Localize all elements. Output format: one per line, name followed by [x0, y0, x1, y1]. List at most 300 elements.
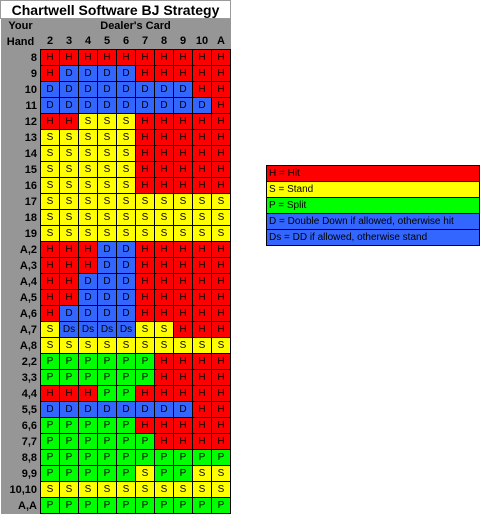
- action-cell: H: [136, 50, 155, 66]
- table-row: [1, 210, 231, 226]
- action-cell: P: [98, 386, 117, 402]
- action-cell: H: [41, 114, 60, 130]
- action-cell: D: [117, 274, 136, 290]
- action-cell: P: [155, 450, 174, 466]
- action-cell: P: [174, 498, 193, 514]
- action-cell: H: [174, 386, 193, 402]
- hand-label-cell: 17: [1, 194, 41, 210]
- action-cell: D: [136, 98, 155, 114]
- action-cell: S: [212, 210, 231, 226]
- action-cell: H: [174, 130, 193, 146]
- action-cell: D: [117, 98, 136, 114]
- action-cell: H: [174, 50, 193, 66]
- legend-label: Ds = DD if allowed, otherwise stand: [267, 230, 480, 246]
- action-cell: S: [98, 210, 117, 226]
- table-row: [1, 258, 231, 274]
- action-cell: P: [79, 466, 98, 482]
- legend-label: P = Split: [267, 198, 480, 214]
- action-cell: H: [79, 258, 98, 274]
- table-row: [1, 338, 231, 354]
- hand-label-cell: 10,10: [1, 482, 41, 498]
- action-cell: D: [79, 290, 98, 306]
- hand-label-cell: 15: [1, 162, 41, 178]
- strategy-body: [1, 50, 231, 514]
- dealer-card-header: 9: [174, 34, 193, 50]
- action-cell: H: [41, 66, 60, 82]
- action-cell: H: [117, 50, 136, 66]
- table-row: [1, 418, 231, 434]
- table-row: [1, 434, 231, 450]
- action-cell: H: [41, 258, 60, 274]
- hand-label-cell: 3,3: [1, 370, 41, 386]
- action-cell: D: [60, 98, 79, 114]
- action-cell: P: [60, 498, 79, 514]
- action-cell: P: [98, 466, 117, 482]
- action-cell: S: [174, 210, 193, 226]
- action-cell: S: [193, 226, 212, 242]
- table-row: [1, 130, 231, 146]
- action-cell: S: [98, 482, 117, 498]
- action-cell: P: [41, 418, 60, 434]
- hand-label-cell: 12: [1, 114, 41, 130]
- action-cell: D: [117, 306, 136, 322]
- action-cell: S: [212, 194, 231, 210]
- action-cell: H: [136, 306, 155, 322]
- action-cell: P: [117, 466, 136, 482]
- action-cell: H: [60, 290, 79, 306]
- action-cell: H: [193, 370, 212, 386]
- action-cell: S: [79, 194, 98, 210]
- legend-label: D = Double Down if allowed, otherwise hit: [267, 214, 480, 230]
- action-cell: P: [136, 498, 155, 514]
- action-cell: H: [212, 50, 231, 66]
- table-row: [1, 146, 231, 162]
- action-cell: D: [41, 98, 60, 114]
- action-cell: H: [98, 50, 117, 66]
- action-cell: H: [212, 290, 231, 306]
- action-cell: H: [212, 146, 231, 162]
- action-cell: S: [41, 322, 60, 338]
- action-cell: S: [79, 482, 98, 498]
- hand-label-cell: 4,4: [1, 386, 41, 402]
- action-cell: H: [136, 162, 155, 178]
- table-row: [1, 482, 231, 498]
- action-cell: S: [41, 226, 60, 242]
- action-cell: H: [193, 386, 212, 402]
- action-cell: D: [79, 98, 98, 114]
- action-cell: S: [41, 210, 60, 226]
- action-cell: H: [155, 354, 174, 370]
- action-cell: P: [41, 434, 60, 450]
- action-cell: H: [41, 50, 60, 66]
- legend-item: [267, 166, 480, 182]
- action-cell: H: [193, 66, 212, 82]
- action-cell: P: [136, 354, 155, 370]
- action-cell: D: [155, 402, 174, 418]
- action-cell: H: [193, 354, 212, 370]
- action-cell: H: [193, 114, 212, 130]
- action-cell: S: [98, 338, 117, 354]
- action-cell: D: [98, 66, 117, 82]
- action-cell: P: [98, 354, 117, 370]
- action-cell: H: [136, 130, 155, 146]
- action-cell: H: [155, 50, 174, 66]
- action-cell: S: [117, 338, 136, 354]
- action-cell: S: [155, 338, 174, 354]
- action-cell: H: [174, 274, 193, 290]
- action-cell: P: [79, 450, 98, 466]
- action-cell: S: [136, 466, 155, 482]
- action-cell: D: [98, 306, 117, 322]
- action-cell: H: [41, 290, 60, 306]
- table-row: [1, 290, 231, 306]
- hand-label-cell: 9: [1, 66, 41, 82]
- hand-label-cell: A,4: [1, 274, 41, 290]
- action-cell: P: [60, 370, 79, 386]
- hand-label: Hand: [1, 34, 41, 50]
- table-row: [1, 386, 231, 402]
- action-cell: D: [79, 66, 98, 82]
- hand-label-cell: 10: [1, 82, 41, 98]
- action-cell: H: [60, 50, 79, 66]
- action-cell: H: [79, 242, 98, 258]
- action-cell: S: [60, 194, 79, 210]
- action-cell: P: [212, 498, 231, 514]
- action-cell: H: [212, 418, 231, 434]
- action-cell: S: [60, 482, 79, 498]
- table-row: [1, 242, 231, 258]
- dealer-card-header: 10: [193, 34, 212, 50]
- action-cell: P: [41, 370, 60, 386]
- action-cell: H: [212, 66, 231, 82]
- action-cell: H: [60, 114, 79, 130]
- action-cell: D: [117, 402, 136, 418]
- action-cell: H: [193, 290, 212, 306]
- action-cell: Ds: [79, 322, 98, 338]
- table-row: [1, 450, 231, 466]
- action-cell: H: [193, 82, 212, 98]
- action-cell: P: [41, 450, 60, 466]
- dealer-card-header: 6: [117, 34, 136, 50]
- action-cell: P: [117, 450, 136, 466]
- action-cell: P: [60, 354, 79, 370]
- action-cell: S: [60, 178, 79, 194]
- action-cell: S: [117, 146, 136, 162]
- action-cell: D: [79, 274, 98, 290]
- action-cell: H: [174, 434, 193, 450]
- action-cell: H: [212, 306, 231, 322]
- action-cell: S: [60, 210, 79, 226]
- action-cell: P: [79, 434, 98, 450]
- action-cell: H: [155, 242, 174, 258]
- action-cell: D: [98, 258, 117, 274]
- action-cell: P: [98, 434, 117, 450]
- action-cell: H: [193, 402, 212, 418]
- action-cell: D: [117, 258, 136, 274]
- action-cell: H: [212, 114, 231, 130]
- legend: [266, 165, 480, 246]
- action-cell: H: [155, 306, 174, 322]
- action-cell: D: [117, 290, 136, 306]
- hand-label-cell: 6,6: [1, 418, 41, 434]
- action-cell: H: [41, 242, 60, 258]
- dealer-card-header: 3: [60, 34, 79, 50]
- action-cell: S: [79, 162, 98, 178]
- hand-label-cell: A,5: [1, 290, 41, 306]
- action-cell: S: [60, 130, 79, 146]
- action-cell: S: [174, 226, 193, 242]
- hand-label-cell: 13: [1, 130, 41, 146]
- action-cell: H: [212, 354, 231, 370]
- action-cell: S: [117, 482, 136, 498]
- your-label: Your: [1, 19, 41, 34]
- action-cell: D: [117, 242, 136, 258]
- action-cell: S: [79, 210, 98, 226]
- action-cell: S: [136, 482, 155, 498]
- action-cell: S: [41, 162, 60, 178]
- action-cell: S: [117, 162, 136, 178]
- action-cell: H: [136, 290, 155, 306]
- table-row: [1, 226, 231, 242]
- action-cell: H: [212, 242, 231, 258]
- action-cell: H: [174, 354, 193, 370]
- table-row: [1, 370, 231, 386]
- action-cell: S: [136, 226, 155, 242]
- action-cell: S: [155, 482, 174, 498]
- action-cell: H: [136, 178, 155, 194]
- action-cell: P: [212, 450, 231, 466]
- action-cell: H: [174, 290, 193, 306]
- action-cell: H: [212, 178, 231, 194]
- action-cell: S: [98, 178, 117, 194]
- action-cell: H: [193, 434, 212, 450]
- action-cell: S: [136, 210, 155, 226]
- action-cell: H: [41, 386, 60, 402]
- action-cell: D: [41, 402, 60, 418]
- action-cell: H: [174, 322, 193, 338]
- table-row: [1, 402, 231, 418]
- action-cell: H: [60, 258, 79, 274]
- action-cell: S: [60, 146, 79, 162]
- action-cell: H: [174, 66, 193, 82]
- action-cell: S: [136, 338, 155, 354]
- action-cell: H: [193, 50, 212, 66]
- action-cell: H: [193, 162, 212, 178]
- action-cell: P: [79, 354, 98, 370]
- table-row: [1, 306, 231, 322]
- action-cell: S: [117, 130, 136, 146]
- action-cell: H: [136, 242, 155, 258]
- action-cell: H: [212, 82, 231, 98]
- action-cell: H: [136, 418, 155, 434]
- action-cell: H: [41, 306, 60, 322]
- legend-item: [267, 198, 480, 214]
- table-row: [1, 274, 231, 290]
- action-cell: P: [79, 370, 98, 386]
- action-cell: S: [174, 338, 193, 354]
- hand-label-cell: 11: [1, 98, 41, 114]
- action-cell: H: [212, 370, 231, 386]
- action-cell: S: [79, 178, 98, 194]
- action-cell: S: [155, 226, 174, 242]
- action-cell: S: [117, 210, 136, 226]
- action-cell: D: [155, 82, 174, 98]
- action-cell: H: [174, 306, 193, 322]
- action-cell: S: [79, 146, 98, 162]
- hand-label-cell: A,2: [1, 242, 41, 258]
- action-cell: P: [41, 354, 60, 370]
- dealer-card-header: 2: [41, 34, 60, 50]
- action-cell: H: [212, 98, 231, 114]
- action-cell: H: [212, 274, 231, 290]
- action-cell: H: [212, 386, 231, 402]
- action-cell: S: [117, 226, 136, 242]
- action-cell: P: [136, 450, 155, 466]
- action-cell: H: [155, 66, 174, 82]
- action-cell: P: [193, 450, 212, 466]
- action-cell: S: [41, 338, 60, 354]
- table-row: [1, 466, 231, 482]
- action-cell: H: [174, 258, 193, 274]
- action-cell: D: [174, 98, 193, 114]
- action-cell: H: [60, 242, 79, 258]
- action-cell: S: [98, 194, 117, 210]
- table-row: [1, 82, 231, 98]
- action-cell: P: [117, 434, 136, 450]
- hand-label-cell: A,A: [1, 498, 41, 514]
- action-cell: H: [60, 386, 79, 402]
- action-cell: P: [136, 370, 155, 386]
- dealer-card-header: A: [212, 34, 231, 50]
- action-cell: P: [98, 370, 117, 386]
- action-cell: H: [193, 178, 212, 194]
- action-cell: P: [193, 498, 212, 514]
- action-cell: D: [79, 402, 98, 418]
- hand-label-cell: A,3: [1, 258, 41, 274]
- action-cell: H: [174, 162, 193, 178]
- hand-label-cell: A,6: [1, 306, 41, 322]
- action-cell: S: [212, 482, 231, 498]
- action-cell: P: [60, 450, 79, 466]
- action-cell: P: [98, 418, 117, 434]
- action-cell: H: [136, 258, 155, 274]
- hand-label-cell: 8,8: [1, 450, 41, 466]
- action-cell: H: [136, 66, 155, 82]
- page-title: Chartwell Software BJ Strategy: [1, 1, 231, 19]
- action-cell: D: [193, 98, 212, 114]
- action-cell: S: [41, 146, 60, 162]
- action-cell: P: [117, 498, 136, 514]
- action-cell: H: [174, 418, 193, 434]
- action-cell: S: [174, 482, 193, 498]
- action-cell: H: [155, 114, 174, 130]
- action-cell: H: [212, 130, 231, 146]
- dealer-card-header: 5: [98, 34, 117, 50]
- action-cell: S: [98, 226, 117, 242]
- action-cell: H: [155, 290, 174, 306]
- action-cell: H: [193, 258, 212, 274]
- action-cell: H: [136, 146, 155, 162]
- action-cell: H: [193, 274, 212, 290]
- hand-label-cell: 5,5: [1, 402, 41, 418]
- action-cell: H: [174, 370, 193, 386]
- dealers-card-label: Dealer's Card: [41, 19, 231, 34]
- hand-label-cell: 19: [1, 226, 41, 242]
- action-cell: H: [79, 50, 98, 66]
- action-cell: S: [174, 194, 193, 210]
- action-cell: S: [98, 130, 117, 146]
- action-cell: S: [136, 194, 155, 210]
- table-row: [1, 178, 231, 194]
- action-cell: S: [117, 114, 136, 130]
- legend-label: H = Hit: [267, 166, 480, 182]
- action-cell: H: [193, 322, 212, 338]
- action-cell: P: [117, 354, 136, 370]
- hand-label-cell: 9,9: [1, 466, 41, 482]
- action-cell: H: [212, 258, 231, 274]
- action-cell: P: [117, 370, 136, 386]
- action-cell: D: [136, 402, 155, 418]
- action-cell: H: [79, 386, 98, 402]
- table-row: [1, 114, 231, 130]
- action-cell: H: [212, 322, 231, 338]
- action-cell: H: [174, 242, 193, 258]
- action-cell: H: [155, 146, 174, 162]
- action-cell: P: [60, 466, 79, 482]
- action-cell: P: [136, 434, 155, 450]
- action-cell: S: [98, 146, 117, 162]
- dealer-card-header: 7: [136, 34, 155, 50]
- action-cell: H: [155, 162, 174, 178]
- action-cell: P: [174, 466, 193, 482]
- action-cell: S: [79, 338, 98, 354]
- action-cell: D: [79, 306, 98, 322]
- hand-label-cell: 2,2: [1, 354, 41, 370]
- action-cell: Ds: [60, 322, 79, 338]
- action-cell: P: [41, 466, 60, 482]
- action-cell: S: [193, 194, 212, 210]
- action-cell: S: [212, 226, 231, 242]
- action-cell: H: [174, 114, 193, 130]
- action-cell: D: [60, 66, 79, 82]
- action-cell: H: [155, 434, 174, 450]
- hand-label-cell: 18: [1, 210, 41, 226]
- action-cell: H: [193, 418, 212, 434]
- hand-label-cell: 14: [1, 146, 41, 162]
- action-cell: D: [155, 98, 174, 114]
- action-cell: P: [117, 386, 136, 402]
- action-cell: H: [155, 274, 174, 290]
- action-cell: S: [41, 178, 60, 194]
- action-cell: H: [155, 370, 174, 386]
- action-cell: D: [41, 82, 60, 98]
- dealer-card-header: 8: [155, 34, 174, 50]
- action-cell: S: [212, 466, 231, 482]
- table-row: [1, 354, 231, 370]
- action-cell: H: [212, 434, 231, 450]
- legend-item: [267, 182, 480, 198]
- action-cell: D: [174, 402, 193, 418]
- action-cell: P: [117, 418, 136, 434]
- legend-item: [267, 214, 480, 230]
- action-cell: D: [60, 82, 79, 98]
- action-cell: D: [98, 290, 117, 306]
- action-cell: D: [136, 82, 155, 98]
- action-cell: S: [98, 114, 117, 130]
- action-cell: H: [60, 274, 79, 290]
- action-cell: S: [193, 466, 212, 482]
- hand-label-cell: 8: [1, 50, 41, 66]
